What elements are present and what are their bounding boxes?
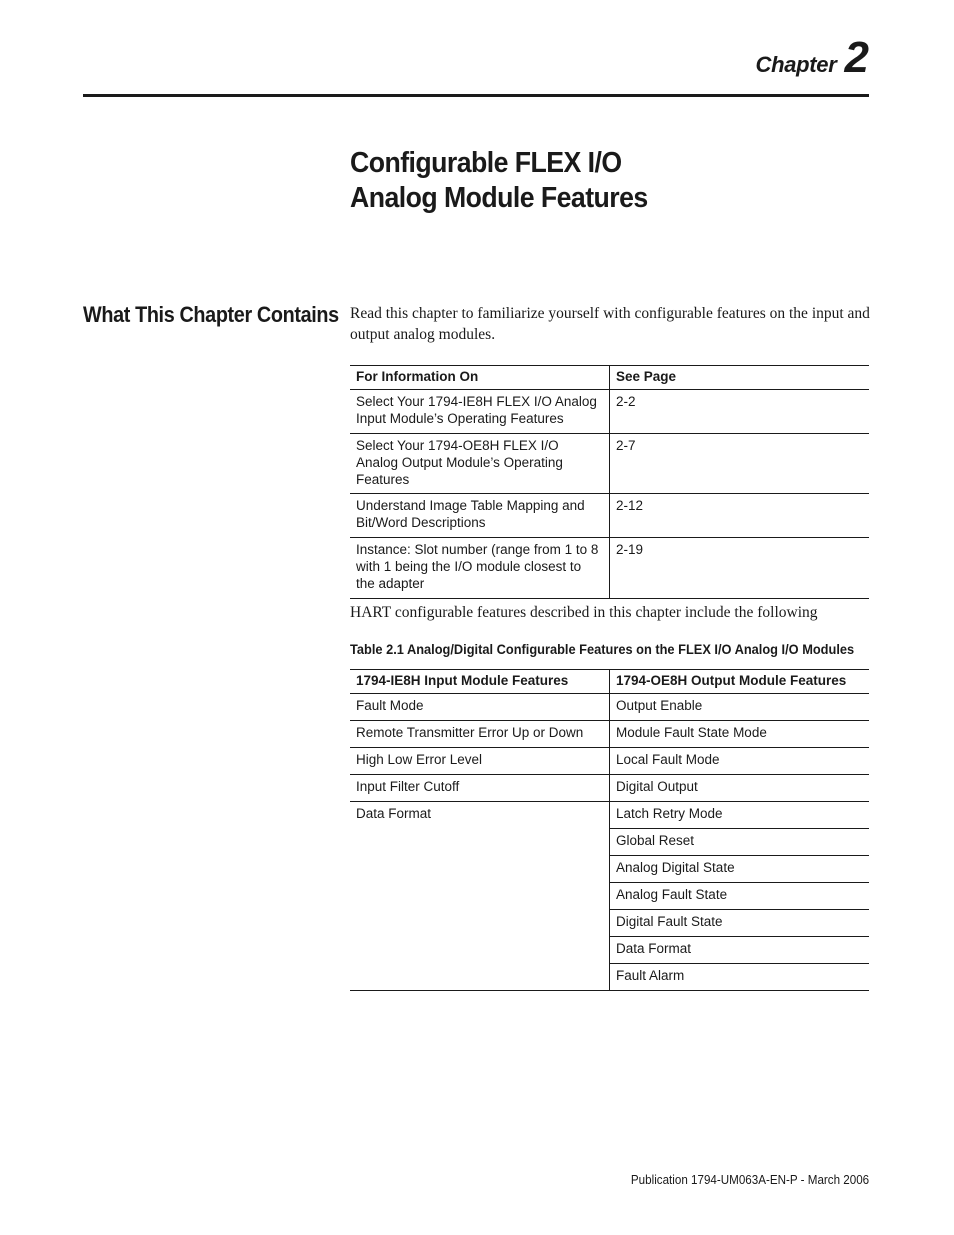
hart-intro-text: HART configurable features described in this chapter include the following xyxy=(350,604,818,621)
output-feature-cell: Latch Retry Mode xyxy=(610,802,870,829)
input-feature-cell xyxy=(350,856,610,883)
input-feature-cell xyxy=(350,937,610,964)
chapter-number: 2 xyxy=(844,33,869,82)
info-table-header-row xyxy=(350,366,869,390)
table-row xyxy=(350,721,869,748)
output-feature-cell: Data Format xyxy=(610,937,870,964)
table-row xyxy=(350,964,869,991)
table-row xyxy=(350,434,869,494)
input-feature-cell: Fault Mode xyxy=(350,694,610,721)
section-heading: What This Chapter Contains xyxy=(83,302,339,327)
table-row xyxy=(350,910,869,937)
input-feature-cell: Input Filter Cutoff xyxy=(350,775,610,802)
info-topic-cell: Instance: Slot number (range from 1 to 8 with 1 being the I/O module closest to the adapter xyxy=(350,538,610,599)
info-topic-cell: Select Your 1794-IE8H FLEX I/O Analog Input Module’s Operating Features xyxy=(350,390,610,434)
info-table-header-topic: For Information On xyxy=(350,366,610,390)
info-topic-cell: Select Your 1794-OE8H FLEX I/O Analog Output Module’s Operating Features xyxy=(350,434,610,494)
publication-footer: Publication 1794-UM063A-EN-P - March 2006 xyxy=(630,1173,869,1187)
table-row xyxy=(350,748,869,775)
info-page-cell: 2-12 xyxy=(610,494,870,538)
page-title-line-1: Configurable FLEX I/O xyxy=(350,147,622,179)
input-feature-cell xyxy=(350,829,610,856)
info-table-header-page: See Page xyxy=(610,366,870,390)
input-feature-cell: High Low Error Level xyxy=(350,748,610,775)
info-page-cell: 2-2 xyxy=(610,390,870,434)
input-feature-cell xyxy=(350,883,610,910)
table-row xyxy=(350,802,869,829)
input-feature-cell xyxy=(350,964,610,991)
output-feature-cell: Analog Fault State xyxy=(610,883,870,910)
output-feature-cell: Global Reset xyxy=(610,829,870,856)
table-row xyxy=(350,494,869,538)
feature-table xyxy=(350,669,869,991)
output-feature-cell: Local Fault Mode xyxy=(610,748,870,775)
info-page-cell: 2-7 xyxy=(610,434,870,494)
table-row xyxy=(350,538,869,599)
chapter-header xyxy=(755,33,869,82)
output-feature-cell: Analog Digital State xyxy=(610,856,870,883)
table-row xyxy=(350,856,869,883)
table-row xyxy=(350,390,869,434)
output-feature-cell: Digital Fault State xyxy=(610,910,870,937)
table-row xyxy=(350,775,869,802)
table-row xyxy=(350,694,869,721)
feature-table-header-input: 1794-IE8H Input Module Features xyxy=(350,670,610,694)
feature-table-header-row xyxy=(350,670,869,694)
intro-paragraph: Read this chapter to familiarize yourself with configurable features on the input and output analog modules. xyxy=(350,305,870,343)
info-table xyxy=(350,365,869,599)
input-feature-cell xyxy=(350,910,610,937)
table-row xyxy=(350,829,869,856)
input-feature-cell: Remote Transmitter Error Up or Down xyxy=(350,721,610,748)
header-rule xyxy=(83,94,869,97)
table-row xyxy=(350,937,869,964)
page-title xyxy=(350,146,648,216)
info-topic-cell: Understand Image Table Mapping and Bit/Word Descriptions xyxy=(350,494,610,538)
table-row xyxy=(350,883,869,910)
chapter-label: Chapter xyxy=(755,52,837,77)
input-feature-cell: Data Format xyxy=(350,802,610,829)
feature-table-title: Table 2.1 Analog/Digital Configurable Features on the FLEX I/O Analog I/O Modules xyxy=(350,641,855,657)
info-page-cell: 2-19 xyxy=(610,538,870,599)
output-feature-cell: Output Enable xyxy=(610,694,870,721)
output-feature-cell: Digital Output xyxy=(610,775,870,802)
page-title-line-2: Analog Module Features xyxy=(350,182,648,214)
feature-table-header-output: 1794-OE8H Output Module Features xyxy=(610,670,870,694)
output-feature-cell: Module Fault State Mode xyxy=(610,721,870,748)
output-feature-cell: Fault Alarm xyxy=(610,964,870,991)
